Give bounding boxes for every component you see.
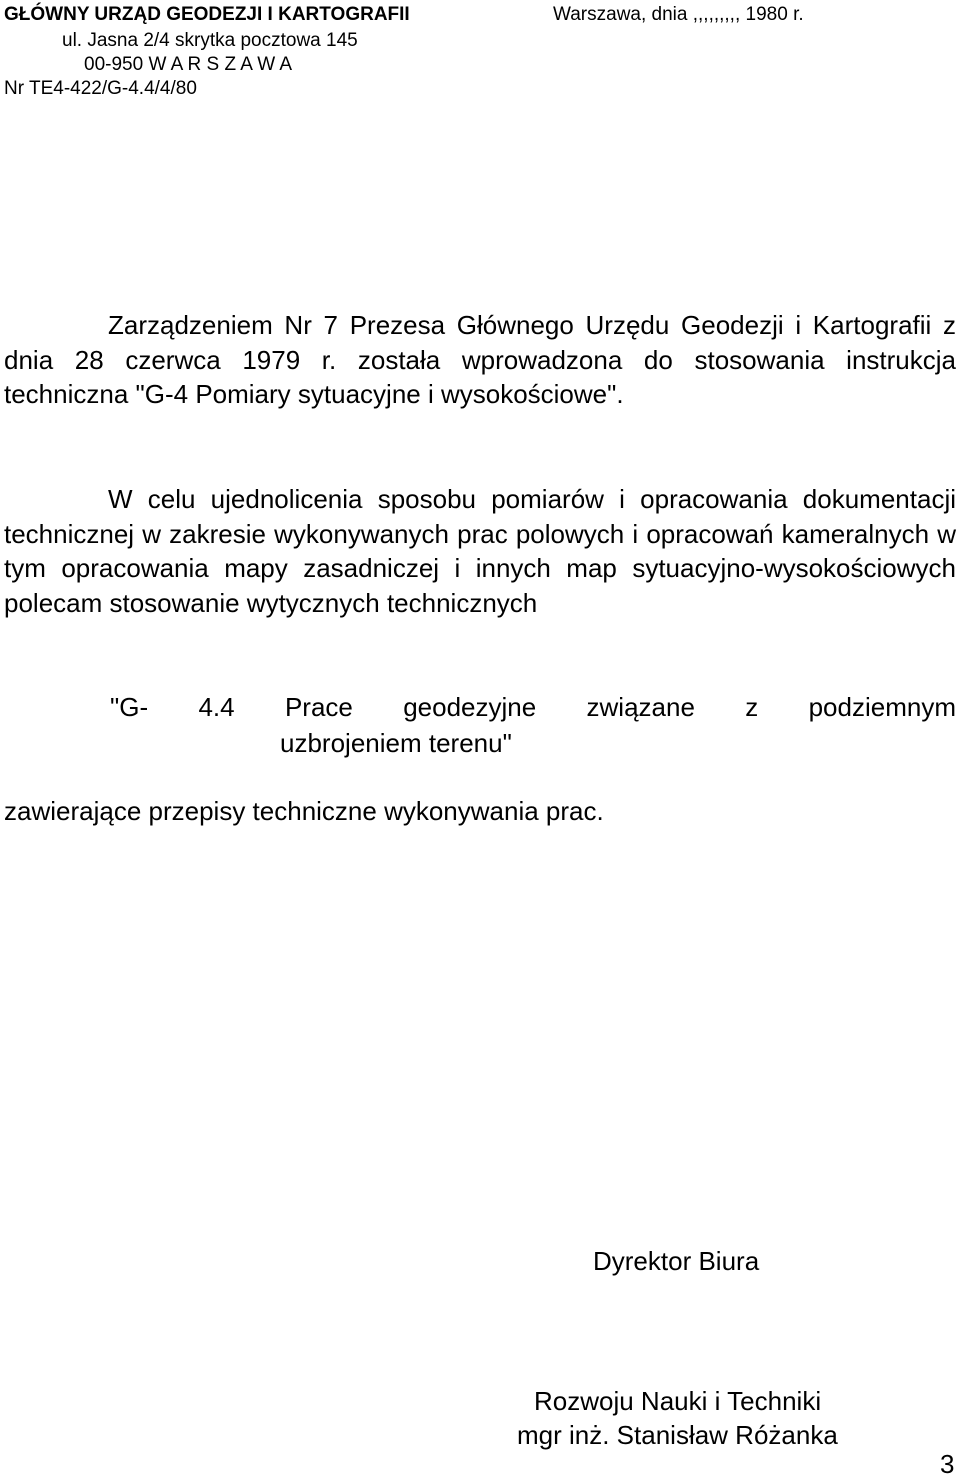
organization-name: GŁÓWNY URZĄD GEODEZJI I KARTOGRAFII <box>4 4 410 25</box>
instruction-title-line-1 <box>110 690 956 724</box>
title-word: Prace <box>284 692 353 722</box>
page-number: 3 <box>940 1449 955 1479</box>
title-word: podziemnym <box>808 692 956 722</box>
signatory-name: mgr inż. Stanisław Różanka <box>517 1420 838 1450</box>
title-word: geodezyjne <box>403 692 537 722</box>
title-word: związane <box>586 692 695 722</box>
street-address: ul. Jasna 2/4 skrytka pocztowa 145 <box>62 30 358 51</box>
date-line: Warszawa, dnia ,,,,,,,,, 1980 r. <box>553 4 804 25</box>
paragraph-decree: Zarządzeniem Nr 7 Prezesa Głównego Urzędu Geodezji i Kartografii z dnia 28 czerwca 1979 r. została wprowadzona do stosowania instrukcja techniczna "G-4 Pomiary sytuacyjne i wysokościowe". <box>4 310 956 409</box>
signatory-title: Dyrektor Biura <box>593 1246 760 1276</box>
instruction-title-line-2: uzbrojeniem terenu" <box>280 728 512 758</box>
paragraph-purpose: W celu ujednolicenia sposobu pomiarów i opracowania dokumentacji technicznej w zakresie wykonywanych prac polowych i opracowań kameralnych w tym opracowania mapy zasadniczej i innych map sytuacyjno-wysokościowych polecam stosowanie wytycznych technicznych <box>4 484 956 618</box>
reference-number: Nr TE4-422/G-4.4/4/80 <box>4 78 197 99</box>
title-word: "G- <box>110 692 149 722</box>
closing-sentence: zawierające przepisy techniczne wykonywania prac. <box>4 796 604 826</box>
postal-address: 00-950 W A R S Z A W A <box>84 54 293 75</box>
title-word: 4.4 <box>198 692 235 722</box>
signatory-department: Rozwoju Nauki i Techniki <box>534 1386 822 1416</box>
title-word: z <box>745 692 759 722</box>
